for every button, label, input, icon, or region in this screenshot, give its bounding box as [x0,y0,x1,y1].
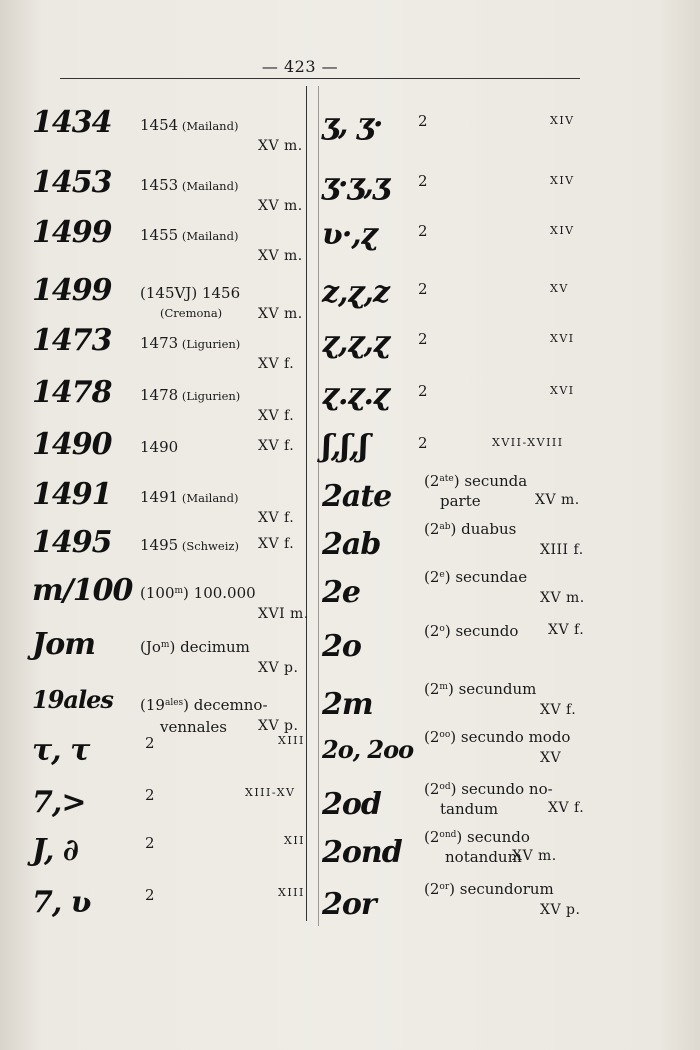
entry-text: 1455 (Mailand) [140,226,239,244]
handwritten-numeral: 1478 [32,375,112,410]
entry-place: (Mailand) [178,229,239,243]
handwritten-numeral: 1499 [32,215,112,250]
entry-text: (100$^m$) 100.000 [140,584,256,602]
entry-text: 2 [145,886,155,904]
entry-text: 2 [145,834,155,852]
handwritten-numeral: 1491 [32,477,112,512]
entry-text: $(2^{ate})$ secunda [424,472,528,490]
entry-text: 1491 (Mailand) [140,488,239,506]
handwritten-numeral: Jom [32,627,95,662]
century-label: XIV [550,224,575,237]
handwritten-numeral: J, ∂ [32,833,78,868]
century-label: XII [284,834,306,847]
handwritten-numeral: 1495 [32,525,112,560]
century-label: XIII [278,886,305,899]
handwritten-abbreviation: 2o [322,629,361,664]
handwritten-abbreviation: ʒ, ʒ· [322,107,383,142]
handwritten-numeral: 7, ʋ [32,885,91,920]
entry-text: $(2^{oo})$ secundo modo [424,728,571,746]
entry-text: $(19^{ales})$ decemno- [140,696,268,714]
page-number: — 423 — [261,57,339,76]
century-label: XV p. [540,902,581,918]
handwritten-numeral: τ, τ [32,733,90,768]
handwritten-abbreviation: 2o, 2oo [322,735,414,764]
entry-text: (2$^o$) secundo [424,622,519,640]
entry-text-continued: tandum [440,800,499,818]
entry-place: (Ligurien) [178,337,241,351]
entry-place: (Schweiz) [178,539,239,553]
century-label: XV p. [258,718,299,734]
handwritten-abbreviation: ʒ·ʒ,ʒ [322,167,389,202]
entry-text: 2 [418,222,428,240]
handwritten-numeral: 1499 [32,273,112,308]
entry-text: 2 [418,434,428,452]
entry-text: 2 [145,734,155,752]
entry-text: 2 [418,280,428,298]
entry-text: 2 [145,786,155,804]
century-label: XV m. [258,138,303,154]
entry-text: $(2^{ab})$ duabus [424,520,517,538]
century-label: XV f. [258,438,295,454]
handwritten-numeral: 1473 [32,323,112,358]
entry-text: 1490 [140,438,179,456]
handwritten-numeral: 1453 [32,165,112,200]
entry-place: (Mailand) [178,491,239,505]
handwritten-abbreviation: 2m [322,687,373,722]
header-rule [60,78,580,79]
century-label: XIII [278,734,305,747]
century-label: XV m. [535,492,580,508]
handwritten-numeral: 1434 [32,105,112,140]
entry-text: 1453 (Mailand) [140,176,239,194]
column-divider [306,86,307,921]
century-label: XV m. [540,590,585,606]
century-label: XV [540,750,562,766]
century-label: XV m. [258,198,303,214]
century-label: XV f. [258,408,295,424]
handwritten-numeral: 19ales [32,685,113,714]
entry-place: (Cremona) [160,306,223,320]
century-label: XIV [550,114,575,127]
handwritten-abbreviation: ʃ,ʃ,ʃ [322,429,368,464]
handwritten-abbreviation: ɀ,ɀ,ɀ [322,325,389,360]
entry-text-continued: parte [440,492,481,510]
handwritten-abbreviation: ɀ.ɀ.ɀ [322,377,389,412]
entry-text: (Jo$^m$) decimum [140,638,250,656]
handwritten-numeral: 7,> [32,785,86,820]
entry-text: 2 [418,112,428,130]
handwritten-abbreviation: 2e [322,575,360,610]
handwritten-abbreviation: 2od [322,787,381,822]
handwritten-abbreviation: 2ab [322,527,381,562]
entry-text: (145VJ) 1456 [140,284,241,302]
entry-text: 1473 (Ligurien) [140,334,241,352]
century-label: XVI [550,384,575,397]
entry-text: 2 [418,172,428,190]
century-label: XV p. [258,660,299,676]
century-label: XV f. [548,622,585,638]
handwritten-abbreviation: 2ate [322,479,392,514]
century-label: XV m. [512,848,557,864]
century-label: XV f. [258,510,295,526]
entry-place: (Ligurien) [178,389,241,403]
entry-text: 1454 (Mailand) [140,116,239,134]
entry-text: 1495 (Schweiz) [140,536,239,554]
entry-text-continued: vennales [160,718,227,736]
handwritten-abbreviation: ʋ·,ɀ [322,217,377,252]
century-label: XV f. [540,702,577,718]
entry-place: (Mailand) [178,179,239,193]
handwritten-abbreviation: z,ɀ,z [322,275,389,310]
century-label: XIV [550,174,575,187]
handwritten-abbreviation: 2or [322,887,376,922]
century-label: XV [550,282,569,295]
entry-text-continued: notandum [445,848,522,866]
century-label: XIII f. [540,542,584,558]
century-label: XVII-XVIII [492,436,564,449]
entry-text: $(2^{od})$ secundo no- [424,780,553,798]
entry-text: 2 [418,330,428,348]
handwritten-abbreviation: 2ond [322,835,402,870]
century-label: XV f. [548,800,585,816]
century-label: XV f. [258,356,295,372]
handwritten-numeral: m/100 [32,573,133,608]
century-label: XVI m. [258,606,309,622]
century-label: XV f. [258,536,295,552]
entry-text: (2$^m$) secundum [424,680,537,698]
entry-place: (Mailand) [178,119,239,133]
century-label: XV m. [258,306,303,322]
entry-text: 1478 (Ligurien) [140,386,241,404]
century-label: XIII-XV [245,786,296,799]
entry-text: $(2^{ond})$ secundo [424,828,530,846]
century-label: XV m. [258,248,303,264]
century-label: XVI [550,332,575,345]
entry-text: $(2^{or})$ secundorum [424,880,554,898]
entry-text: 2 [418,382,428,400]
entry-text: (2e) secundae [424,568,528,586]
column-divider-secondary [318,86,319,926]
handwritten-numeral: 1490 [32,427,112,462]
